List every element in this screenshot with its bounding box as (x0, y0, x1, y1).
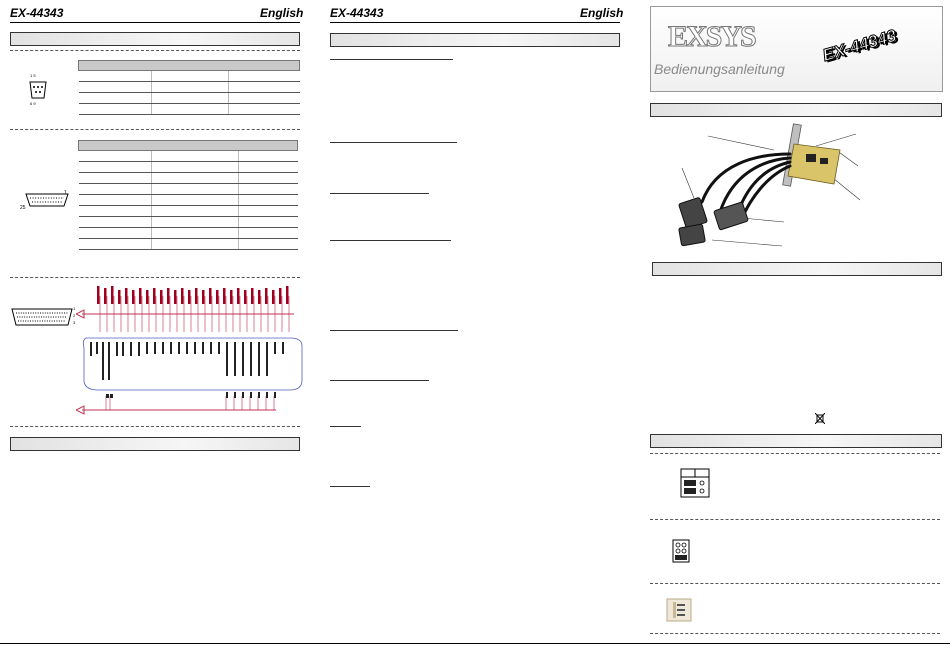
octopus-pin-label-1: 1 (73, 306, 76, 311)
octopus-db44-connector-icon (10, 306, 74, 328)
octopus-pin-label-3: 3 (73, 320, 76, 325)
pin-header-icon (666, 598, 692, 622)
mid-subheading-1 (330, 59, 453, 60)
right-section-bar-2 (652, 262, 942, 276)
left-header-rule (10, 22, 300, 23)
left-divider-3 (10, 277, 300, 278)
left-divider-4 (10, 426, 300, 427)
left-divider-1 (10, 50, 300, 51)
mid-section-bar (330, 33, 620, 47)
octopus-wiring-diagram (76, 286, 306, 420)
jumper-icon-2 (672, 539, 690, 563)
right-divider-3 (650, 583, 940, 584)
mid-header-product: EX-44343 (330, 6, 384, 20)
mid-subheading-7 (330, 426, 361, 427)
cover-subtitle: Bedienungsanleitung (654, 61, 785, 77)
left-divider-2 (10, 129, 300, 130)
product-photo-card-with-cable (676, 120, 876, 254)
mid-subheading-6 (330, 380, 429, 381)
mid-header-rule (330, 22, 620, 23)
db25-pin-table (78, 140, 298, 250)
octopus-pin-label-2: 2 (73, 313, 76, 318)
left-section-bar-2 (10, 437, 300, 451)
db25-pin-label-right: 1 (64, 190, 67, 196)
cover-logo: EXSYS (668, 20, 755, 53)
weee-disposal-icon (815, 413, 825, 424)
mid-header-language: English (580, 6, 624, 20)
db9-pin-table (78, 60, 300, 115)
left-header-language: English (260, 6, 304, 20)
right-divider-2 (650, 519, 940, 520)
right-section-bar-3 (650, 434, 942, 448)
right-divider-4 (650, 633, 940, 634)
right-section-bar-1 (650, 103, 942, 117)
cover-model: EX-44343 (820, 25, 899, 66)
mid-subheading-5 (330, 330, 458, 331)
mid-subheading-2 (330, 142, 457, 143)
mid-subheading-4 (330, 240, 451, 241)
db9-pin-label-top: 1 5 (30, 73, 36, 78)
page-bottom-rule (0, 643, 950, 644)
left-header-product: EX-44343 (10, 6, 64, 20)
db25-pin-label-left: 25 (20, 205, 26, 211)
left-section-bar-1 (10, 32, 300, 46)
right-divider-1 (650, 453, 940, 454)
mid-subheading-8 (330, 486, 370, 487)
db9-pin-label-bottom: 6 9 (30, 101, 36, 106)
mid-subheading-3 (330, 193, 429, 194)
jumper-icon-1 (680, 468, 710, 498)
